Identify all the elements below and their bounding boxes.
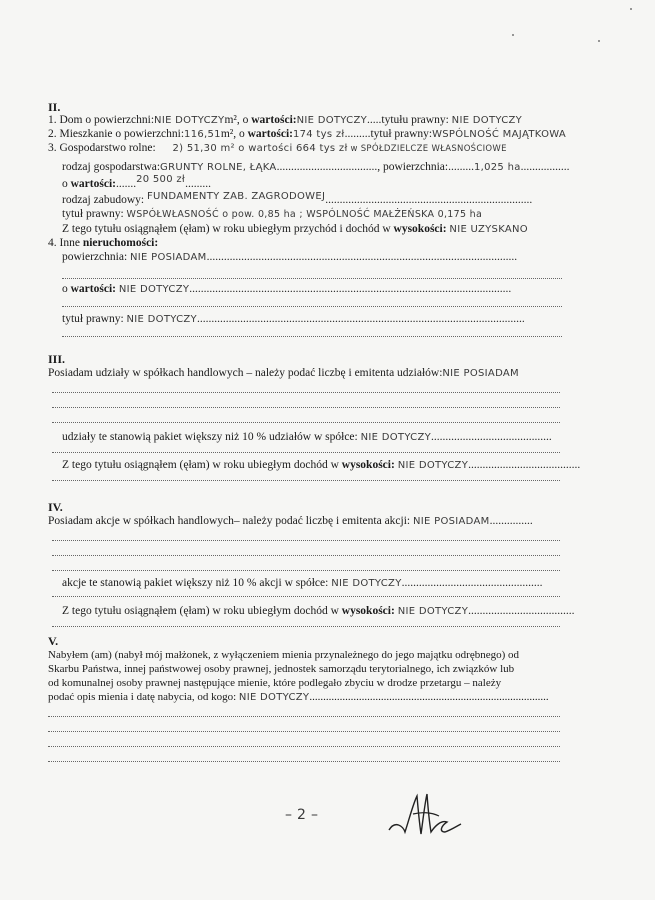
dochod-2-row: Z tego tytułu osiągnąłem (ęłam) w roku ubiegłym przychód i dochód w wysokości: NIE UZYSKANO — [62, 223, 528, 235]
mieszkanie-title: WSPÓLNOŚĆ MAJĄTKOWA — [432, 129, 567, 140]
dotted-line — [52, 422, 560, 423]
powierzchnia-row: powierzchnia: NIE POSIADAM............................................................................................................ — [62, 251, 518, 263]
dochod-3-value: NIE DOTYCZY — [397, 460, 469, 471]
rodzaj-zabudowy-row: rodzaj zabudowy: FUNDAMENTY ZAB. ZAGRODOWEJ........................................................................ — [62, 191, 533, 206]
gospodarstwo-note: 2) 51,30 m² o wartości 664 tys zł — [172, 143, 348, 154]
page-number: – 2 – — [285, 807, 319, 823]
dom-value: NIE DOTYCZY — [296, 115, 368, 126]
dotted-line — [62, 336, 562, 337]
scan-speck — [598, 40, 600, 42]
mieszkanie-row: 2. Mieszkanie o powierzchni:116,51m², o wartości:174 tys zł.........tytuł prawny:WSPÓLNOŚĆ MAJĄTKOWA — [48, 128, 567, 140]
dochod-3-row: Z tego tytułu osiągnąłem (ęłam) w roku ubiegłym dochód w wysokości: NIE DOTYCZY....................................... — [62, 459, 581, 471]
tytul-inne-value: NIE DOTYCZY — [126, 314, 197, 325]
dochod-2-value: NIE UZYSKANO — [449, 224, 528, 235]
inne-nieruchomosci-row: 4. Inne nieruchomości: — [48, 237, 159, 249]
dotted-line — [52, 407, 560, 408]
tytul-inne-row: tytuł prawny: NIE DOTYCZY.................................................................................................................. — [62, 313, 525, 325]
dom-title: NIE DOTYCZY — [451, 115, 523, 126]
signature — [385, 790, 465, 840]
dotted-line — [48, 731, 560, 732]
akcje-pakiet-row: akcje te stanowią pakiet większy niż 10 % akcji w spółce: NIE DOTYCZY................................................. — [62, 577, 543, 589]
dom-row: 1. Dom o powierzchni:NIE DOTYCZYm², o wartości:NIE DOTYCZY.....tytułu prawny: NIE DOTYCZY — [48, 114, 523, 126]
section-5-line-3: od komunalnej osoby prawnej następujące mienie, które podlegało zbyciu w drodze przetargu – należy — [48, 677, 502, 689]
wartosc-inne-row: o wartości: NIE DOTYCZY................................................................................................................ — [62, 283, 512, 295]
dotted-line — [62, 278, 562, 279]
dotted-line — [52, 452, 560, 453]
dom-area-value: NIE DOTYCZY — [154, 115, 225, 126]
scan-speck — [512, 34, 514, 36]
dotted-line — [52, 626, 560, 627]
dotted-line — [48, 716, 560, 717]
section-5-value: NIE DOTYCZY — [238, 692, 310, 703]
mieszkanie-value: 174 tys zł — [292, 129, 345, 140]
gospodarstwo-ownership: w SPÓŁDZIELCZE WŁASNOŚCIOWE — [350, 144, 507, 154]
dotted-line — [52, 392, 560, 393]
akcje-row: Posiadam akcje w spółkach handlowych– należy podać liczbę i emitenta akcji: NIE POSIADAM............... — [48, 515, 533, 527]
mieszkanie-area-value: 116,51 — [184, 129, 221, 140]
tytul-prawny-value: WSPÓŁWŁASNOŚĆ o pow. 0,85 ha ; WSPÓLNOŚĆ MAŁŻEŃSKA 0,175 ha — [126, 209, 483, 220]
udzialy-pakiet-value: NIE DOTYCZY — [360, 432, 432, 443]
section-3-heading: III. — [48, 352, 66, 366]
udzialy-row: Posiadam udziały w spółkach handlowych – należy podać liczbę i emitenta udziałów:NIE POSIADAM — [48, 367, 519, 379]
akcje-value: NIE POSIADAM — [413, 516, 490, 527]
wartosc-inne-value: NIE DOTYCZY — [118, 284, 190, 295]
dotted-line — [62, 306, 562, 307]
rodzaj-zabudowy-value: FUNDAMENTY ZAB. ZAGRODOWEJ — [146, 191, 326, 202]
tytul-prawny-row: tytuł prawny: WSPÓŁWŁASNOŚĆ o pow. 0,85 ha ; WSPÓLNOŚĆ MAŁŻEŃSKA 0,175 ha — [62, 208, 483, 220]
section-4-heading: IV. — [48, 500, 63, 514]
akcje-pakiet-value: NIE DOTYCZY — [331, 578, 402, 589]
section-5-heading: V. — [48, 634, 59, 648]
scan-speck — [630, 8, 632, 10]
section-5-line-1: Nabyłem (am) (nabył mój małżonek, z wyłączeniem mienia przynależnego do jego majątku odrębnego) od — [48, 649, 519, 661]
dotted-line — [48, 746, 560, 747]
dochod-4-row: Z tego tytułu osiągnąłem (ęłam) w roku ubiegłym dochód w wysokości: NIE DOTYCZY..................................... — [62, 605, 575, 617]
dotted-line — [52, 540, 560, 541]
udzialy-pakiet-row: udziały te stanowią pakiet większy niż 10 % udziałów w spółce: NIE DOTYCZY.......................................... — [62, 431, 552, 443]
dochod-4-value: NIE DOTYCZY — [397, 606, 469, 617]
wartosc-row: o wartości:.......20 500 zł......... — [62, 174, 211, 190]
section-2-heading: II. — [48, 100, 61, 114]
wartosc-value: 20 500 zł — [136, 174, 186, 185]
dotted-line — [52, 480, 560, 481]
section-5-line-2: Skarbu Państwa, innej państwowej osoby prawnej, jednostek samorządu terytorialnego, ich związków lub — [48, 663, 515, 675]
gospodarstwo-row: 3. Gospodarstwo rolne: 2) 51,30 m² o wartości 664 tys zł w SPÓŁDZIELCZE WŁASNOŚCIOWE — [48, 142, 507, 154]
dotted-line — [52, 570, 560, 571]
rodzaj-gospodarstwa-value: GRUNTY ROLNE, ŁĄKA — [160, 162, 277, 173]
powierzchnia-value: 1,025 ha — [473, 162, 521, 173]
powierzchnia-inne-value: NIE POSIADAM — [130, 252, 207, 263]
section-5-line-4: podać opis mienia i datę nabycia, od kogo: NIE DOTYCZY....................................................................................... — [48, 691, 549, 703]
dotted-line — [52, 555, 560, 556]
dotted-line — [48, 761, 560, 762]
rodzaj-gospodarstwa-row: rodzaj gospodarstwa:GRUNTY ROLNE, ŁĄKA..................................., powierzchnia:.........1,025 ha................. — [62, 161, 570, 173]
udzialy-value: NIE POSIADAM — [442, 368, 519, 379]
dotted-line — [52, 596, 560, 597]
